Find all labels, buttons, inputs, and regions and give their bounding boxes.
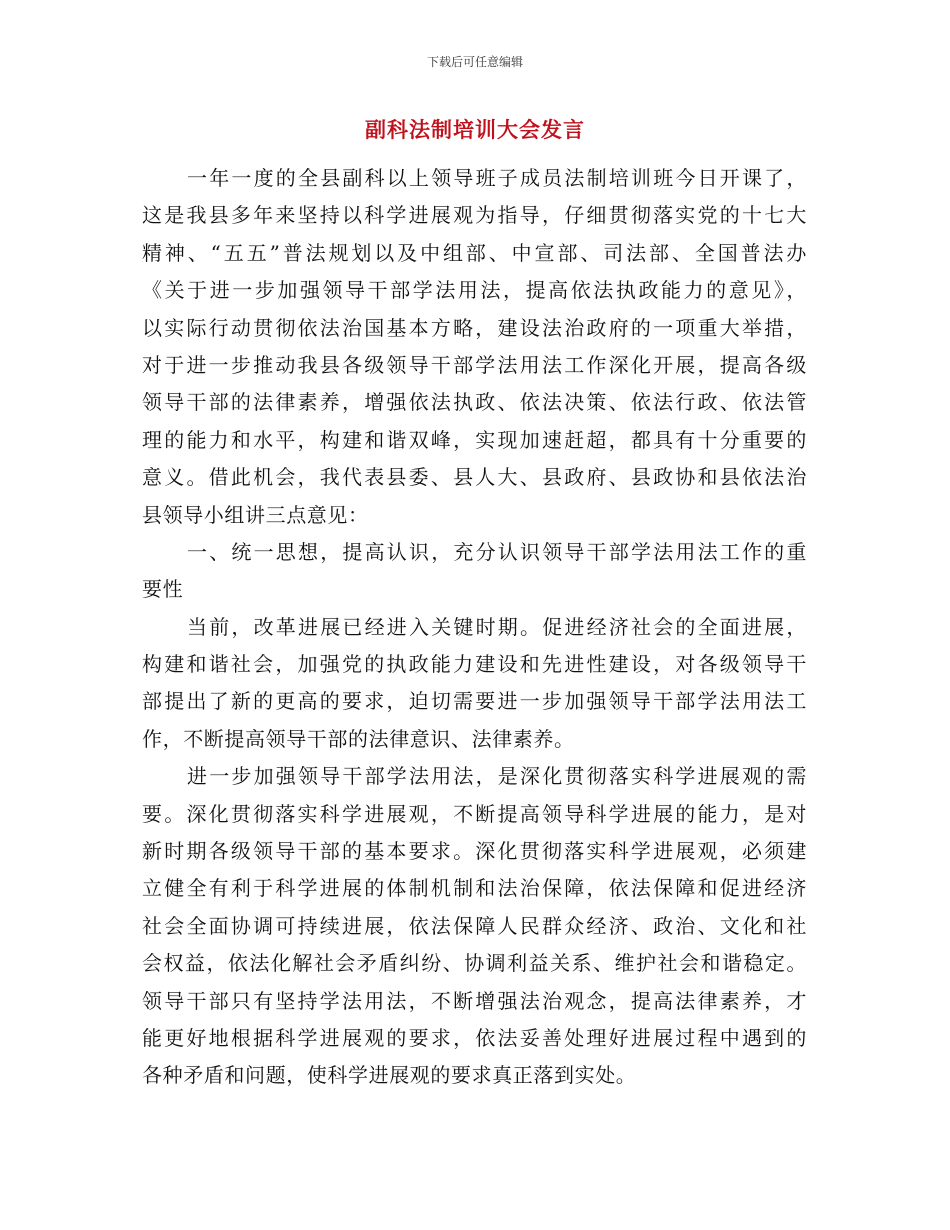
text-line: 要。深化贯彻落实科学进展观，不断提高领导科学进展的能力，是对 [142,801,807,826]
paragraph-science [142,758,807,1095]
text-line: 一、统一思想，提高认识，充分认识领导干部学法用法工作的重 [187,539,807,564]
section-heading-1 [142,534,807,609]
text-line: 以实际行动贯彻依法治国基本方略，建设法治政府的一项重大举措， [142,315,807,340]
text-line: 作，不断提高领导干部的法律意识、法律素养。 [142,726,575,751]
text-line: 领导干部只有坚持学法用法，不断增强法治观念，提高法律素养，才 [142,988,807,1013]
text-line: 部提出了新的更高的要求，迫切需要进一步加强领导干部学法用法工 [142,689,807,714]
text-line: 意义。借此机会，我代表县委、县人大、县政府、县政协和县依法治 [142,465,807,490]
text-line: 《关于进一步加强领导干部学法用法，提高依法执政能力的意见》， [142,278,807,303]
text-line: 各种矛盾和问题，使科学进展观的要求真正落到实处。 [142,1063,637,1088]
text-line: 当前，改革进展已经进入关键时期。促进经济社会的全面进展， [187,614,807,639]
text-line: 立健全有利于科学进展的体制机制和法治保障，依法保障和促进经济 [142,876,807,901]
paragraph-intro [142,160,807,534]
text-line: 领导干部的法律素养，增强依法执政、依法决策、依法行政、依法管 [142,390,807,415]
document-title: 副科法制培训大会发言 [365,117,585,142]
text-line: 县领导小组讲三点意见： [142,502,369,527]
text-line: 能更好地根据科学进展观的要求，依法妥善处理好进展过程中遇到的 [142,1025,807,1050]
document-body [142,160,807,1095]
text-line: 精神、“五五”普法规划以及中组部、中宣部、司法部、全国普法办 [142,240,807,265]
text-line: 这是我县多年来坚持以科学进展观为指导，仔细贯彻落实党的十七大 [142,203,807,228]
header-note: 下载后可任意编辑 [426,55,523,69]
text-line: 社会全面协调可持续进展，依法保障人民群众经济、政治、文化和社 [142,913,807,938]
text-line: 理的能力和水平，构建和谐双峰，实现加速赶超，都具有十分重要的 [142,427,807,452]
text-line: 新时期各级领导干部的基本要求。深化贯彻落实科学进展观，必须建 [142,839,807,864]
text-line: 构建和谐社会，加强党的执政能力建设和先进性建设，对各级领导干 [142,652,807,677]
text-line: 会权益，依法化解社会矛盾纠纷、协调利益关系、维护社会和谐稳定。 [142,951,807,976]
text-line: 对于进一步推动我县各级领导干部学法用法工作深化开展，提高各级 [142,352,807,377]
text-line: 进一步加强领导干部学法用法，是深化贯彻落实科学进展观的需 [187,764,807,789]
text-line: 要性 [142,577,184,602]
paragraph-current [142,609,807,759]
text-line: 一年一度的全县副科以上领导班子成员法制培训班今日开课了， [187,166,807,190]
